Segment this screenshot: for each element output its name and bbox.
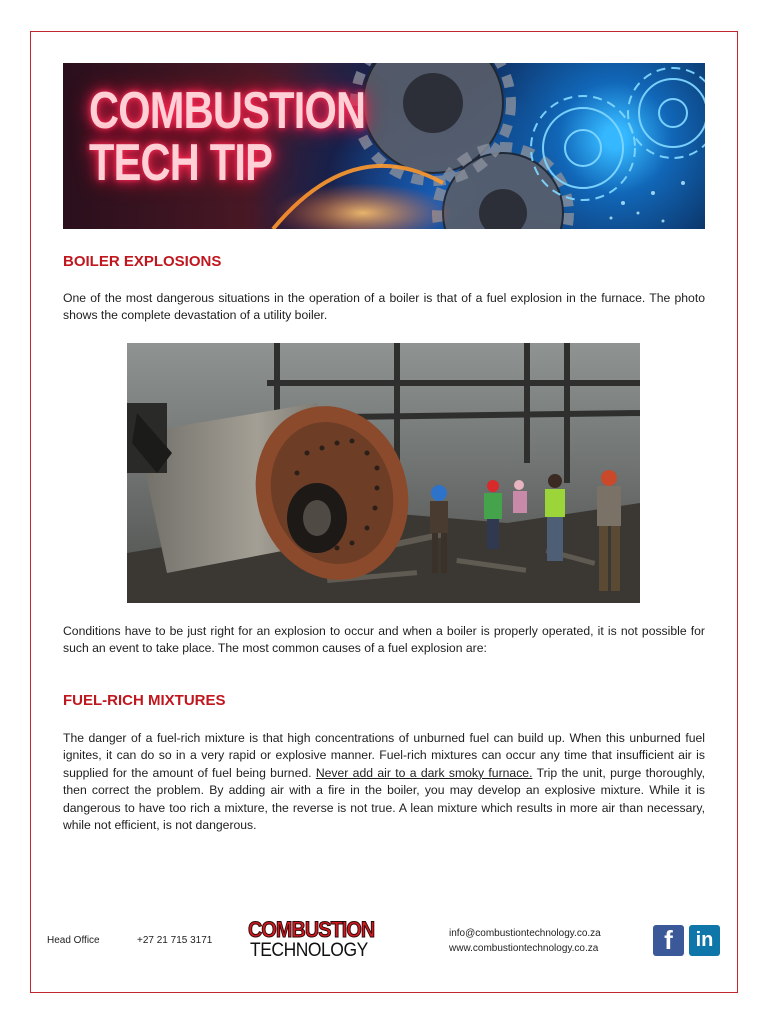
facebook-icon[interactable] xyxy=(653,925,684,956)
fuel-rich-text-before: The danger of a fuel-rich mixture is that high concentrations of unburned fuel can build up. When this unburned fuel ignites, it can do so in a very rapid or explosive manner. Fuel-rich mixtures can occur any time that insufficient air is supplied for the amount of fuel being burned. xyxy=(63,731,705,780)
facebook-glyph: f xyxy=(664,925,673,955)
banner-title xyxy=(89,82,366,192)
company-logo-bottom: TECHNOLOGY xyxy=(250,940,368,961)
phone-number[interactable]: +27 21 715 3171 xyxy=(137,935,213,946)
linkedin-icon[interactable] xyxy=(689,925,720,956)
section-heading-boiler-explosions: BOILER EXPLOSIONS xyxy=(63,253,222,270)
fuel-rich-paragraph xyxy=(63,730,705,834)
linkedin-glyph: in xyxy=(695,929,714,951)
boiler-photo xyxy=(127,343,640,603)
email-link[interactable]: info@combustiontechnology.co.za xyxy=(449,928,601,939)
header-banner xyxy=(63,63,705,229)
banner-title-line1: COMBUSTION xyxy=(89,82,366,140)
banner-title-line2: TECH TIP xyxy=(89,134,273,192)
head-office-label: Head Office xyxy=(47,935,100,946)
section-paragraph-intro: One of the most dangerous situations in the operation of a boiler is that of a fuel explosion in the furnace. The photo shows the complete devastation of a utility boiler. xyxy=(63,291,705,323)
section-heading-fuel-rich-mixtures: FUEL-RICH MIXTURES xyxy=(63,692,226,709)
company-logo-top: COMBUSTION xyxy=(248,917,375,942)
fuel-rich-text-after: Trip the unit, purge thoroughly, then correct the problem. By adding air with a fire in the boiler, you may develop an explosive mixture. While it is dangerous to have too rich a mixture, the reverse is not true. A lean mixture which results in more air than necessary, while not efficient, is not dangerous. xyxy=(63,765,705,833)
fuel-rich-underlined-warning: Never add air to a dark smoky furnace. xyxy=(315,765,533,780)
website-link[interactable]: www.combustiontechnology.co.za xyxy=(449,943,599,954)
causes-intro-paragraph: Conditions have to be just right for an explosion to occur and when a boiler is properly operated, it is not possible for such an event to take place. The most common causes of a fuel explosion are: xyxy=(63,624,705,656)
